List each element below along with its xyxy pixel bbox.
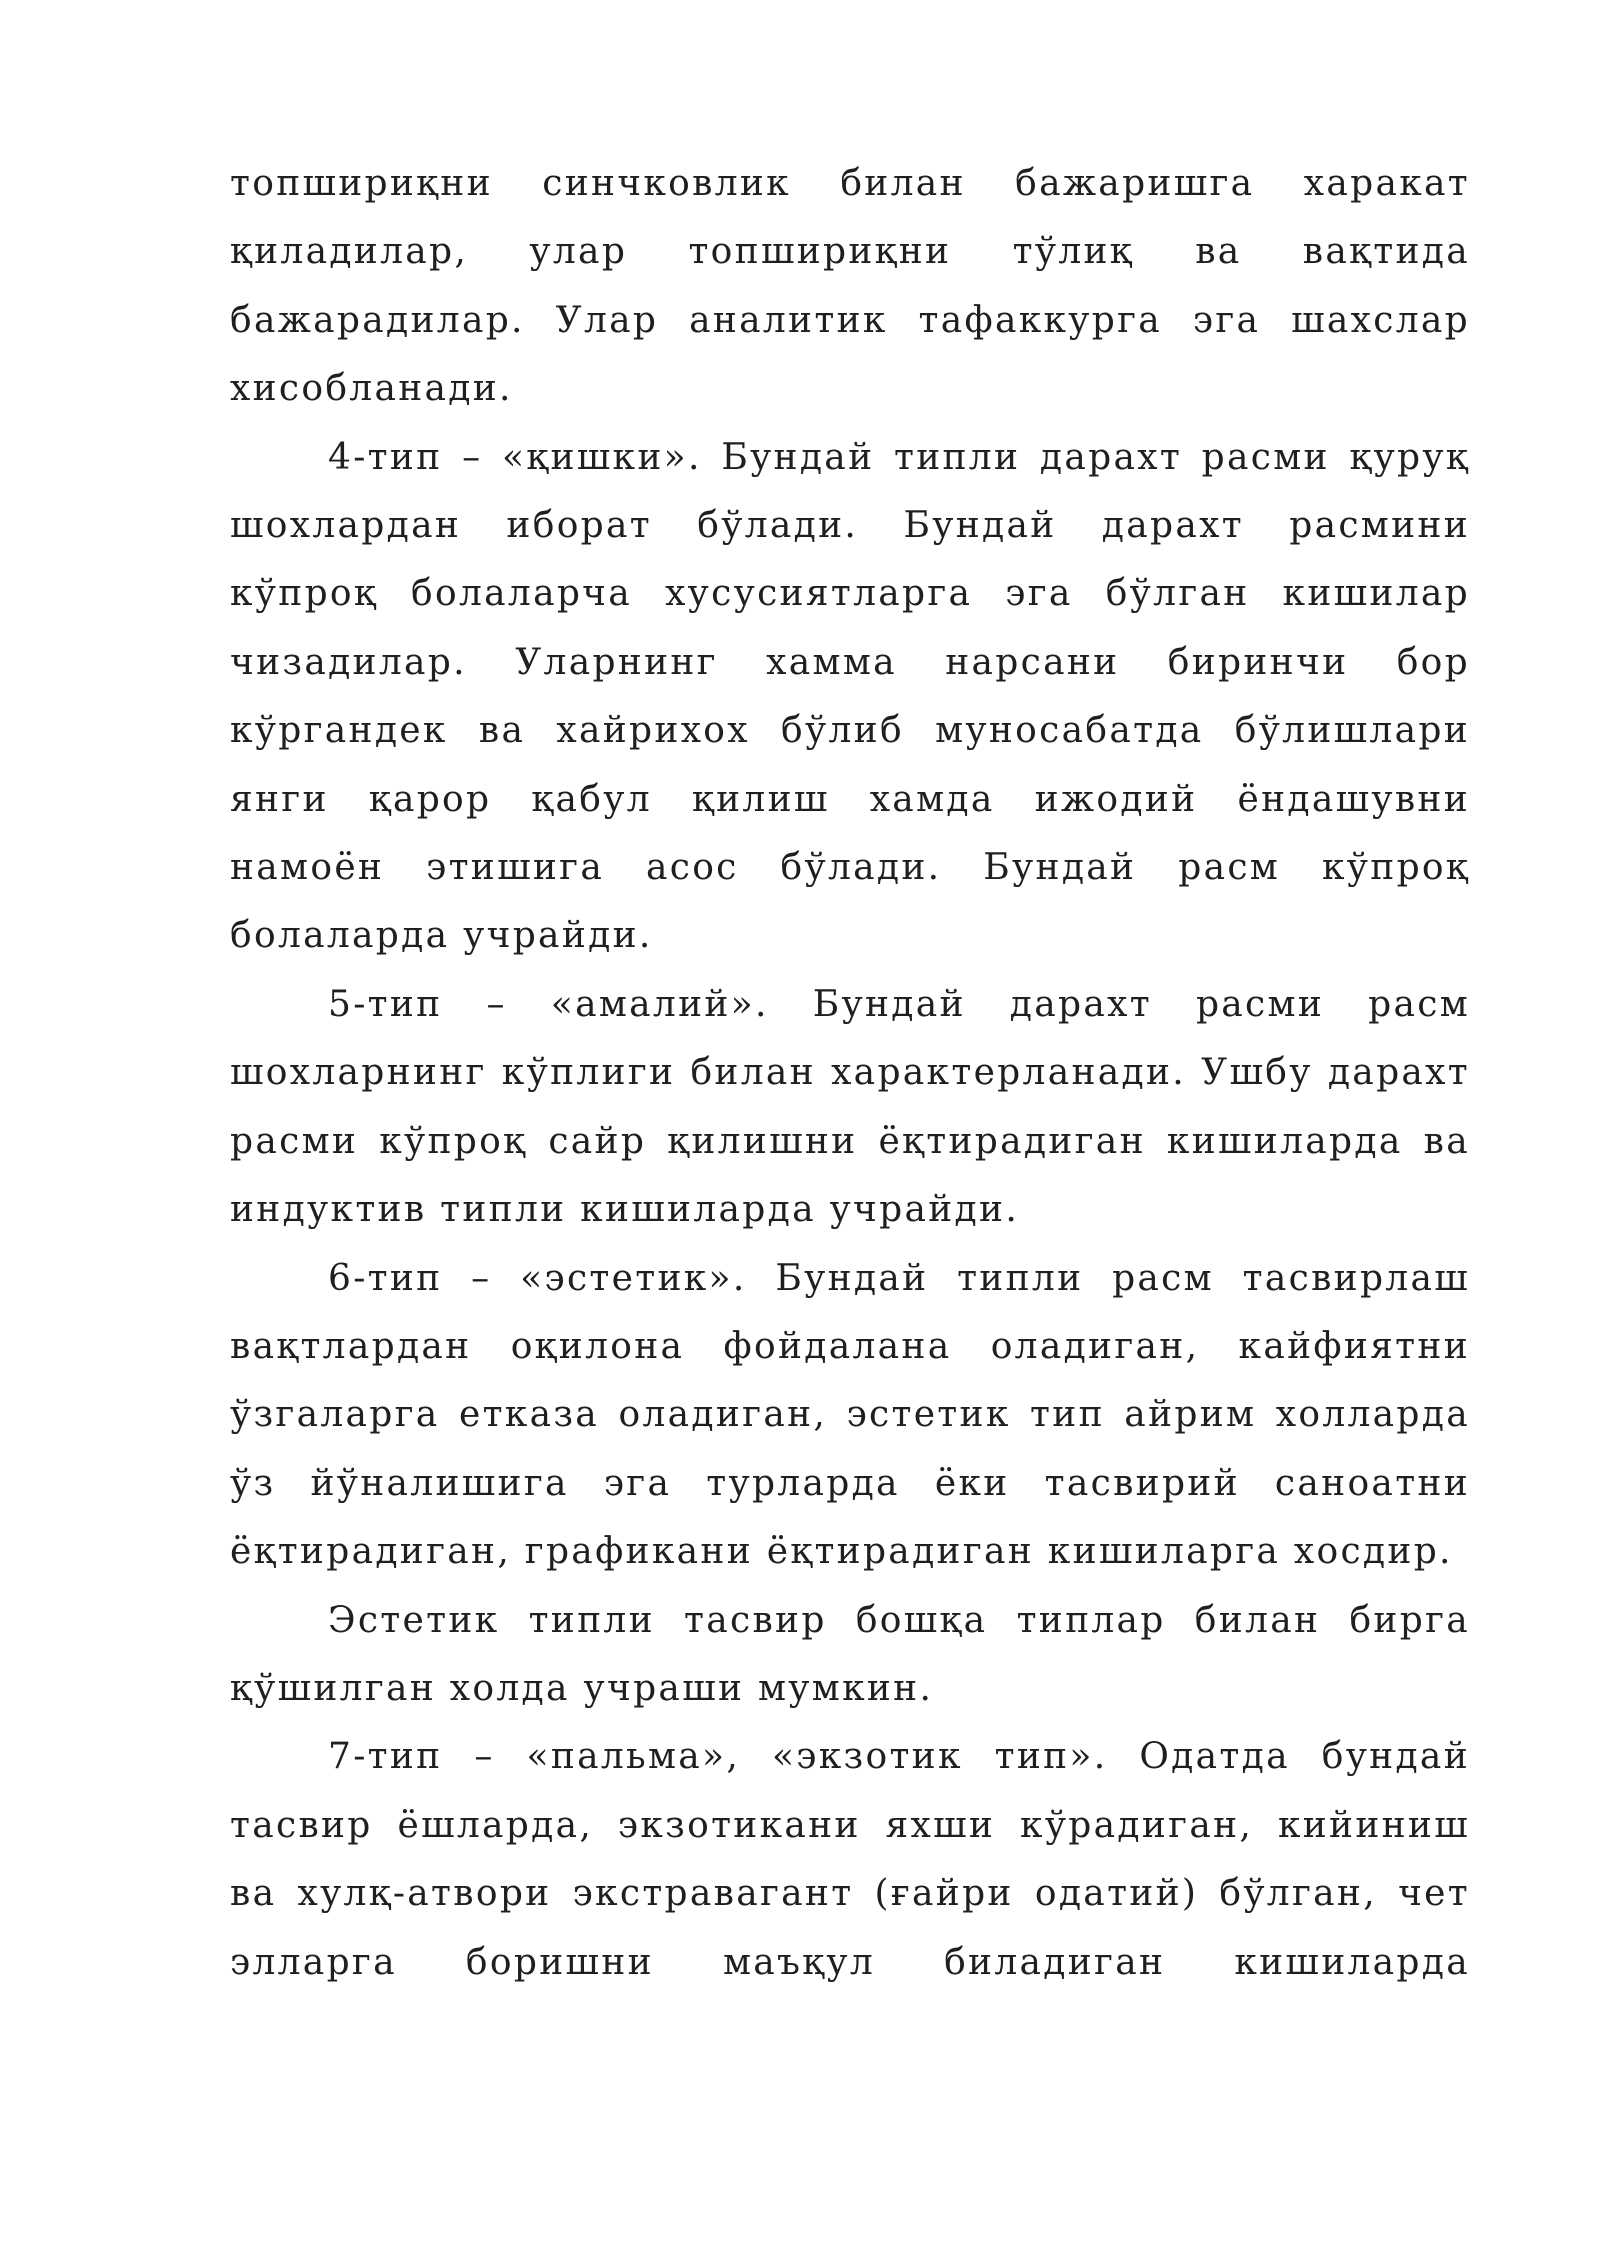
- document-body: [230, 150, 1470, 1997]
- paragraph-type-5: 5-тип – «амалий». Бундай дарахт расми расм шохларнинг кўплиги билан характерланади. Ушбу дарахт расми кўпроқ сайр қилишни ёқтирадиган кишиларда ва индуктив типли кишиларда учрайди.: [230, 983, 1470, 1231]
- paragraph-aesthetic-note: Эстетик типли тасвир бошқа типлар билан бирга қўшилган холда учраши мумкин.: [230, 1599, 1470, 1709]
- paragraph-type-7: 7-тип – «пальма», «экзотик тип». Одатда бундай тасвир ёшларда, экзотикани яхши кўрадиган, кийиниш ва хулқ-атвори экстравагант (ғайри одатий) бўлган, чет элларга боришни маъқул биладиган кишиларда: [230, 1736, 1470, 1983]
- paragraph-type-6: 6-тип – «эстетик». Бундай типли расм тасвирлаш вақтлардан оқилона фойдалана оладиган, кайфиятни ўзгаларга етказа оладиган, эстетик тип айрим холларда ўз йўналишига эга турларда ёки тасвирий саноатни ёқтирадиган, графикани ёқтирадиган кишиларга хосдир.: [230, 1257, 1470, 1573]
- paragraph-type-4: 4-тип – «қишки». Бундай типли дарахт расми қуруқ шохлардан иборат бўлади. Бундай дарахт расмини кўпроқ болаларча хусусиятларга эга бўлган кишилар чизадилар. Уларнинг хамма нарсани биринчи бор кўргандек ва хайрихох бўлиб муносабатда бўлишлари янги қарор қабул қилиш хамда ижодий ёндашувни намоён этишига асос бўлади. Бундай расм кўпроқ болаларда учрайди.: [230, 436, 1470, 957]
- paragraph-continuation: топшириқни синчковлик билан бажаришга харакат қиладилар, улар топшириқни тўлиқ ва вақтида бажарадилар. Улар аналитик тафаккурга эга шахслар хисобланади.: [230, 163, 1470, 410]
